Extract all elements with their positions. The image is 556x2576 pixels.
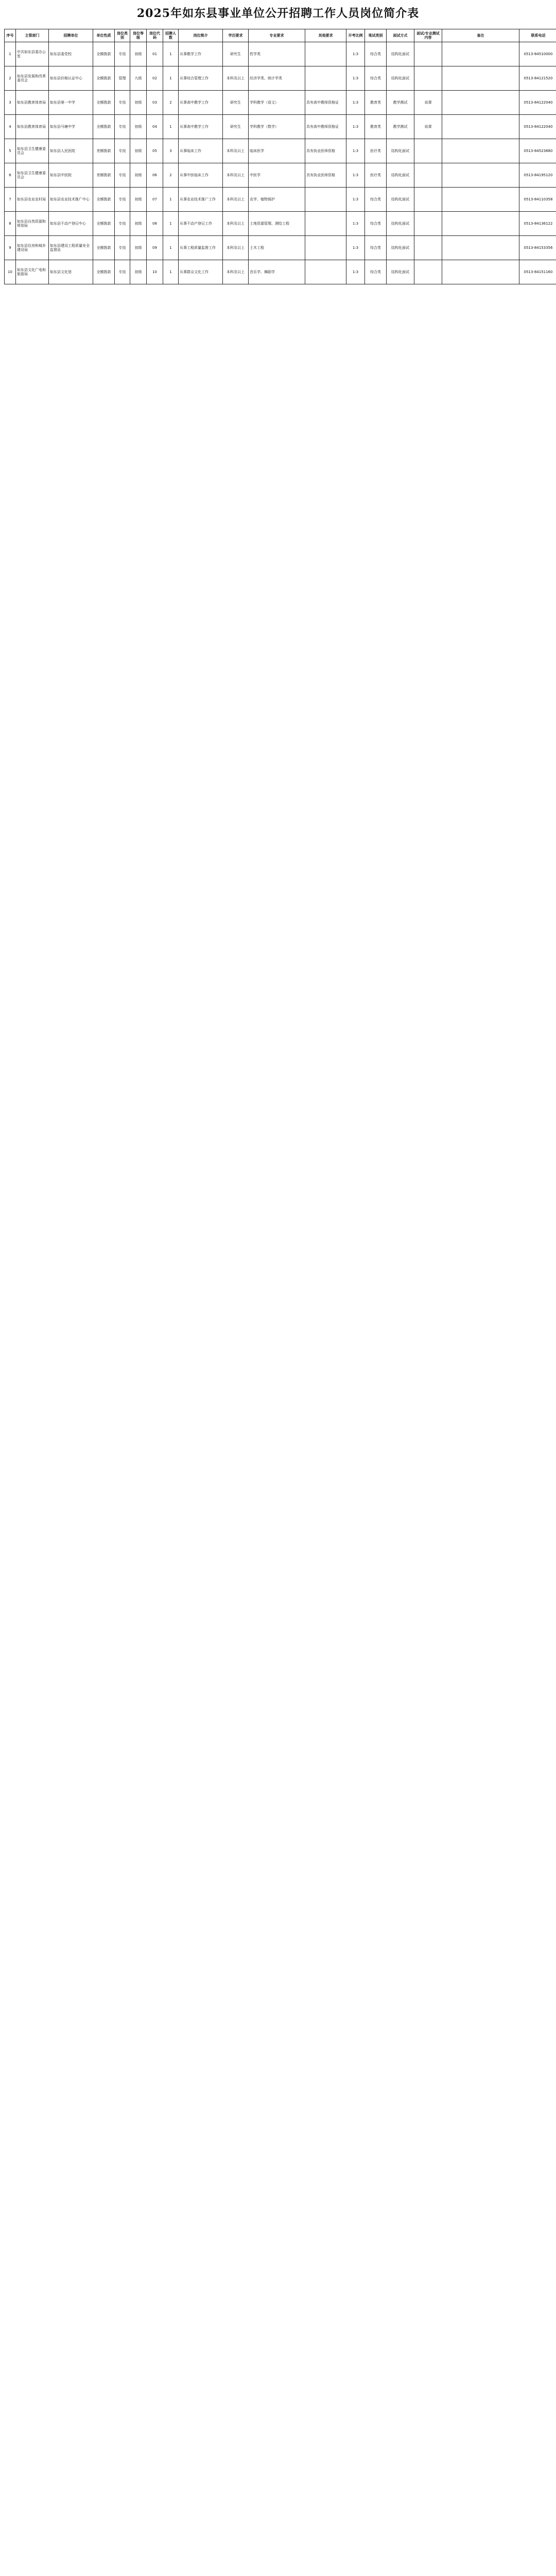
table-cell: 从事临床工作 xyxy=(179,139,223,163)
table-cell: 专技 xyxy=(115,236,130,260)
table-cell: 1 xyxy=(5,42,16,66)
table-cell: 专技 xyxy=(115,42,130,66)
table-cell: 如东县教育体育局 xyxy=(16,115,49,139)
table-cell: 医疗类 xyxy=(365,163,387,188)
table-cell xyxy=(442,115,519,139)
table-cell: 教育类 xyxy=(365,115,387,139)
table-row xyxy=(5,42,556,66)
column-header: 专业要求 xyxy=(249,29,305,42)
table-cell: 10 xyxy=(5,260,16,284)
table-cell: 0513-84510000 xyxy=(519,42,556,66)
table-cell: 结构化面试 xyxy=(387,139,414,163)
table-row xyxy=(5,91,556,115)
column-header: 面试/专业测试内容 xyxy=(414,29,442,42)
table-cell: 1 xyxy=(163,236,179,260)
table-cell: 说课 xyxy=(414,91,442,115)
table-cell xyxy=(414,66,442,91)
table-cell: 结构化面试 xyxy=(387,236,414,260)
table-cell: 结构化面试 xyxy=(387,212,414,236)
table-cell: 1 xyxy=(163,66,179,91)
column-header: 开考比例 xyxy=(346,29,365,42)
table-cell: 本科及以上 xyxy=(223,212,249,236)
column-header: 岗位简介 xyxy=(179,29,223,42)
table-cell: 初级 xyxy=(130,91,147,115)
column-header: 面试方式 xyxy=(387,29,414,42)
table-cell: 如东县价格认证中心 xyxy=(49,66,93,91)
column-header: 岗位类别 xyxy=(115,29,130,42)
table-cell: 全额拨款 xyxy=(93,66,115,91)
table-row xyxy=(5,212,556,236)
table-cell: 9 xyxy=(5,236,16,260)
table-cell: 从事工程质量监督工作 xyxy=(179,236,223,260)
table-cell: 初级 xyxy=(130,115,147,139)
table-cell: 结构化面试 xyxy=(387,163,414,188)
table-cell: 0513-84121520 xyxy=(519,66,556,91)
table-cell xyxy=(305,42,346,66)
table-cell: 1:3 xyxy=(346,139,365,163)
table-cell: 如东县农业技术推广中心 xyxy=(49,188,93,212)
table-cell xyxy=(414,212,442,236)
table-row xyxy=(5,66,556,91)
table-cell: 3 xyxy=(5,91,16,115)
table-cell: 08 xyxy=(147,212,163,236)
table-cell: 本科及以上 xyxy=(223,236,249,260)
table-row xyxy=(5,163,556,188)
table-cell: 07 xyxy=(147,188,163,212)
table-cell: 04 xyxy=(147,115,163,139)
column-header: 单位性质 xyxy=(93,29,115,42)
table-cell: 如东县人民医院 xyxy=(49,139,93,163)
table-cell: 具有高中教师资格证 xyxy=(305,115,346,139)
table-cell: 学科教学（语文） xyxy=(249,91,305,115)
table-cell: 专技 xyxy=(115,188,130,212)
table-cell: 全额拨款 xyxy=(93,115,115,139)
table-cell: 研究生 xyxy=(223,91,249,115)
table-cell: 农学、植物保护 xyxy=(249,188,305,212)
table-cell: 初级 xyxy=(130,260,147,284)
table-cell: 综合类 xyxy=(365,212,387,236)
table-cell: 从事不动产登记工作 xyxy=(179,212,223,236)
table-cell xyxy=(442,139,519,163)
table-cell: 0513-84136122 xyxy=(519,212,556,236)
table-cell: 专技 xyxy=(115,260,130,284)
table-cell: 1 xyxy=(163,212,179,236)
table-cell: 全额拨款 xyxy=(93,236,115,260)
table-cell: 如东县委党校 xyxy=(49,42,93,66)
page-title: 2025年如东县事业单位公开招聘工作人员岗位简介表 xyxy=(136,7,420,20)
table-cell xyxy=(414,260,442,284)
column-header: 岗位代码 xyxy=(147,29,163,42)
table-cell: 结构化面试 xyxy=(387,260,414,284)
table-cell: 从事中医临床工作 xyxy=(179,163,223,188)
table-cell: 全额拨款 xyxy=(93,42,115,66)
table-cell: 初级 xyxy=(130,139,147,163)
table-cell: 05 xyxy=(147,139,163,163)
table-cell xyxy=(305,260,346,284)
table-cell: 从事综合管理工作 xyxy=(179,66,223,91)
table-row xyxy=(5,260,556,284)
table-cell: 初级 xyxy=(130,188,147,212)
table-cell: 1 xyxy=(163,260,179,284)
table-header-row xyxy=(5,29,556,42)
table-cell: 如东县马塘中学 xyxy=(49,115,93,139)
table-cell: 06 xyxy=(147,163,163,188)
table-cell: 如东县农业农村局 xyxy=(16,188,49,212)
table-cell xyxy=(442,260,519,284)
table-cell: 1:3 xyxy=(346,212,365,236)
table-cell: 差额拨款 xyxy=(93,163,115,188)
table-cell xyxy=(442,66,519,91)
table-cell: 本科及以上 xyxy=(223,66,249,91)
table-cell: 2 xyxy=(163,163,179,188)
table-cell: 1:3 xyxy=(346,163,365,188)
table-cell: 如东县文化馆 xyxy=(49,260,93,284)
table-cell: 如东县第一中学 xyxy=(49,91,93,115)
table-cell: 专技 xyxy=(115,212,130,236)
table-cell: 02 xyxy=(147,66,163,91)
table-cell: 本科及以上 xyxy=(223,139,249,163)
table-cell: 0513-84151160 xyxy=(519,260,556,284)
table-cell: 从事高中教学工作 xyxy=(179,91,223,115)
table-cell: 差额拨款 xyxy=(93,139,115,163)
table-cell: 全额拨款 xyxy=(93,91,115,115)
table-cell: 教学测试 xyxy=(387,115,414,139)
table-cell: 具有执业医师资格 xyxy=(305,139,346,163)
table-cell: 土木工程 xyxy=(249,236,305,260)
table-cell: 管理 xyxy=(115,66,130,91)
table-cell: 2 xyxy=(163,91,179,115)
table-cell: 1:3 xyxy=(346,115,365,139)
table-cell: 全额拨款 xyxy=(93,260,115,284)
table-cell: 09 xyxy=(147,236,163,260)
table-cell: 如东县教育体育局 xyxy=(16,91,49,115)
table-cell: 1:3 xyxy=(346,260,365,284)
table-cell: 九级 xyxy=(130,66,147,91)
table-cell: 综合类 xyxy=(365,236,387,260)
table-cell: 如东县住房和城乡建设局 xyxy=(16,236,49,260)
table-cell: 0513-84153356 xyxy=(519,236,556,260)
table-cell: 全额拨款 xyxy=(93,188,115,212)
table-cell: 本科及以上 xyxy=(223,188,249,212)
table-cell: 教学测试 xyxy=(387,91,414,115)
table-cell: 3 xyxy=(163,139,179,163)
table-cell: 7 xyxy=(5,188,16,212)
table-cell: 0513-84110358 xyxy=(519,188,556,212)
table-cell: 综合类 xyxy=(365,188,387,212)
table-cell xyxy=(414,42,442,66)
table-cell xyxy=(414,163,442,188)
table-cell xyxy=(442,212,519,236)
column-header: 主管部门 xyxy=(16,29,49,42)
table-cell: 初级 xyxy=(130,42,147,66)
table-cell: 1:3 xyxy=(346,66,365,91)
table-cell: 从事群众文化工作 xyxy=(179,260,223,284)
table-cell xyxy=(305,66,346,91)
table-cell: 0513-84195120 xyxy=(519,163,556,188)
column-header: 招聘人数 xyxy=(163,29,179,42)
table-cell: 03 xyxy=(147,91,163,115)
table-cell: 本科及以上 xyxy=(223,163,249,188)
table-cell: 1:3 xyxy=(346,42,365,66)
column-header: 序号 xyxy=(5,29,16,42)
table-cell: 6 xyxy=(5,163,16,188)
table-cell: 音乐学、舞蹈学 xyxy=(249,260,305,284)
table-cell: 8 xyxy=(5,212,16,236)
table-cell: 如东县中医院 xyxy=(49,163,93,188)
table-cell: 全额拨款 xyxy=(93,212,115,236)
table-cell: 综合类 xyxy=(365,260,387,284)
table-cell: 说课 xyxy=(414,115,442,139)
table-cell: 学科教学（数学） xyxy=(249,115,305,139)
table-cell: 初级 xyxy=(130,163,147,188)
table-cell: 土地资源管理、测绘工程 xyxy=(249,212,305,236)
table-cell xyxy=(442,91,519,115)
table-cell: 从事农业技术推广工作 xyxy=(179,188,223,212)
table-cell: 1 xyxy=(163,42,179,66)
table-row xyxy=(5,139,556,163)
table-cell: 0513-84122040 xyxy=(519,91,556,115)
table-cell: 哲学类 xyxy=(249,42,305,66)
table-cell: 10 xyxy=(147,260,163,284)
table-cell: 综合类 xyxy=(365,66,387,91)
table-cell: 0513-84523680 xyxy=(519,139,556,163)
table-cell xyxy=(414,188,442,212)
column-header: 笔试类别 xyxy=(365,29,387,42)
table-cell xyxy=(442,163,519,188)
table-cell: 5 xyxy=(5,139,16,163)
table-cell: 初级 xyxy=(130,236,147,260)
table-cell: 研究生 xyxy=(223,42,249,66)
table-cell: 专技 xyxy=(115,115,130,139)
table-cell xyxy=(442,188,519,212)
column-header: 岗位等级 xyxy=(130,29,147,42)
table-cell: 1:3 xyxy=(346,236,365,260)
table-cell: 中共如东县委办公室 xyxy=(16,42,49,66)
column-header: 联系电话 xyxy=(519,29,556,42)
table-cell: 1:3 xyxy=(346,91,365,115)
table-cell: 结构化面试 xyxy=(387,66,414,91)
table-row xyxy=(5,236,556,260)
table-cell: 如东县不动产登记中心 xyxy=(49,212,93,236)
table-cell xyxy=(305,212,346,236)
table-cell: 如东县发展和改革委员会 xyxy=(16,66,49,91)
table-body xyxy=(5,42,556,284)
table-cell: 4 xyxy=(5,115,16,139)
table-cell xyxy=(442,236,519,260)
table-cell: 专技 xyxy=(115,163,130,188)
table-cell: 具有高中教师资格证 xyxy=(305,91,346,115)
column-header: 备注 xyxy=(442,29,519,42)
table-cell: 1 xyxy=(163,115,179,139)
table-row xyxy=(5,115,556,139)
table-cell xyxy=(414,139,442,163)
table-cell: 1:3 xyxy=(346,188,365,212)
table-cell: 如东县自然资源和规划局 xyxy=(16,212,49,236)
table-cell: 如东县建设工程质量安全监督站 xyxy=(49,236,93,260)
table-cell: 结构化面试 xyxy=(387,42,414,66)
table-cell: 如东县文化广电和旅游局 xyxy=(16,260,49,284)
column-header: 招聘单位 xyxy=(49,29,93,42)
table-cell xyxy=(442,42,519,66)
table-cell: 综合类 xyxy=(365,42,387,66)
table-cell: 结构化面试 xyxy=(387,188,414,212)
table-cell: 临床医学 xyxy=(249,139,305,163)
table-cell: 1 xyxy=(163,188,179,212)
table-row xyxy=(5,188,556,212)
table-cell: 经济学类、统计学类 xyxy=(249,66,305,91)
table-cell: 0513-84122040 xyxy=(519,115,556,139)
table-cell: 专技 xyxy=(115,91,130,115)
table-cell: 初级 xyxy=(130,212,147,236)
table-cell: 从事教学工作 xyxy=(179,42,223,66)
table-cell: 中医学 xyxy=(249,163,305,188)
table-cell: 本科及以上 xyxy=(223,260,249,284)
table-cell: 如东县卫生健康委员会 xyxy=(16,139,49,163)
table-cell xyxy=(414,236,442,260)
table-cell: 具有执业医师资格 xyxy=(305,163,346,188)
table-cell: 医疗类 xyxy=(365,139,387,163)
table-cell: 如东县卫生健康委员会 xyxy=(16,163,49,188)
table-cell xyxy=(305,236,346,260)
table-cell: 2 xyxy=(5,66,16,91)
column-header: 其他要求 xyxy=(305,29,346,42)
table-cell: 教育类 xyxy=(365,91,387,115)
table-cell: 01 xyxy=(147,42,163,66)
table-cell: 专技 xyxy=(115,139,130,163)
table-cell: 研究生 xyxy=(223,115,249,139)
positions-table xyxy=(4,29,556,284)
column-header: 学历要求 xyxy=(223,29,249,42)
table-cell: 从事高中教学工作 xyxy=(179,115,223,139)
table-cell xyxy=(305,188,346,212)
